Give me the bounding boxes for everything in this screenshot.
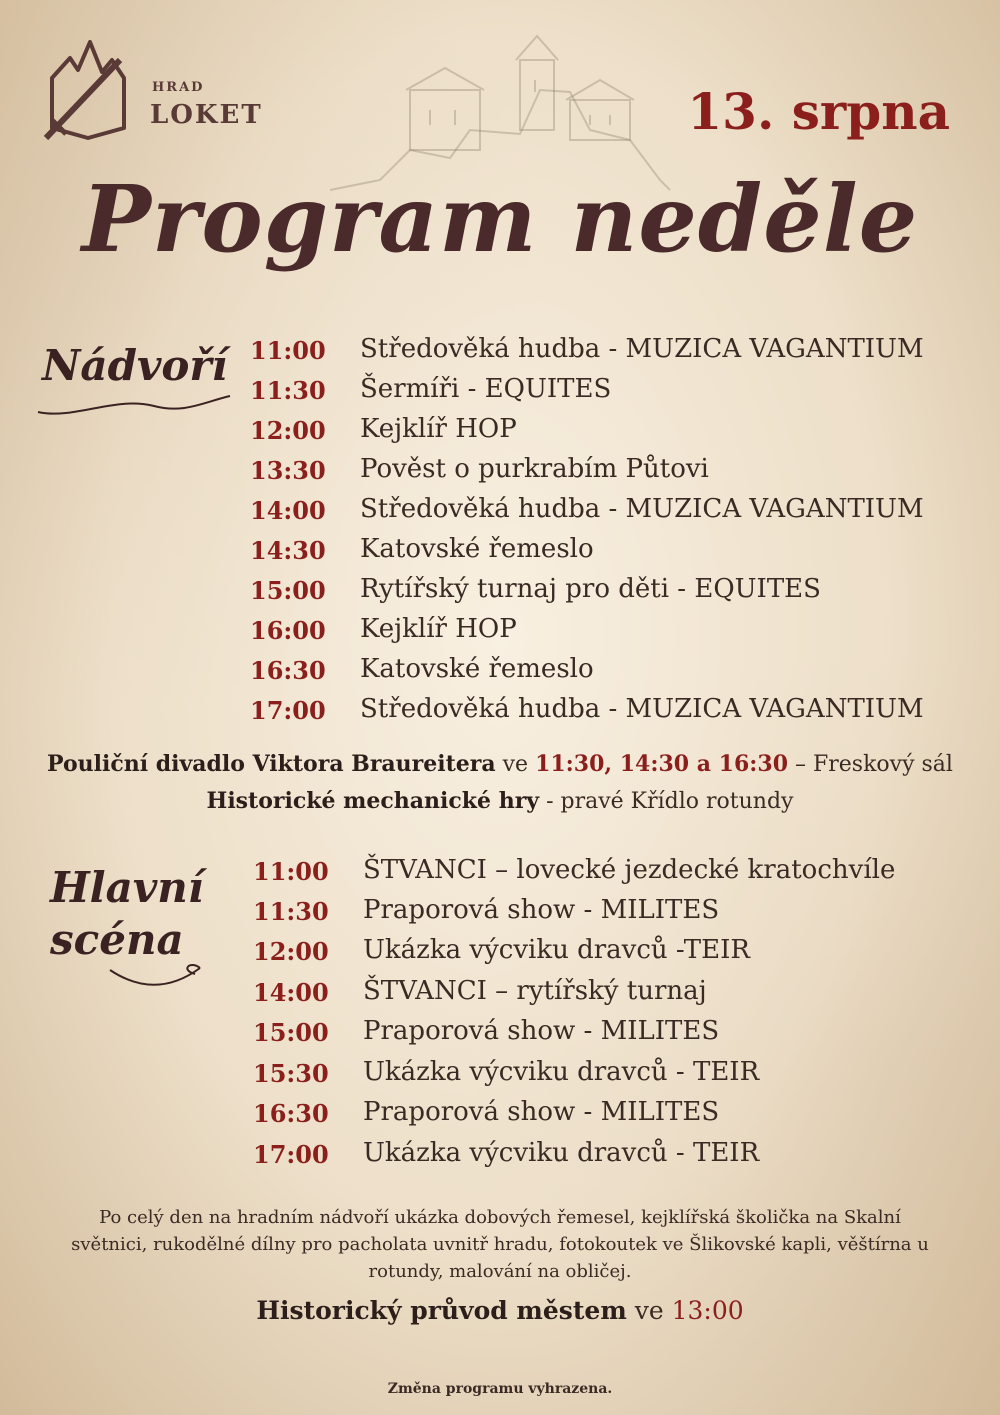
- schedule-event: Středověká hudba - MUZICA VAGANTIUM: [360, 694, 924, 724]
- schedule-hlavni-scena: [253, 857, 973, 1187]
- schedule-time: 15:00: [250, 576, 326, 605]
- schedule-time: 14:00: [250, 496, 326, 525]
- parade-line: [0, 1296, 1000, 1325]
- all-day-program-text: Po celý den na hradním nádvoří ukázka dobových řemesel, kejklířská školička na Skalní světnici, rukodělné dílny pro pacholata uvnitř hradu, fotokoutek ve Šlikovské kapli, věštírna u rotundy, malování na obličej.: [71, 1207, 929, 1282]
- section-label-line: Nádvoří: [42, 341, 228, 390]
- schedule-time: 16:30: [250, 656, 326, 685]
- schedule-event: Katovské řemeslo: [360, 654, 594, 684]
- games-line: [0, 788, 1000, 814]
- schedule-event: ŠTVANCI – lovecké jezdecké kratochvíle: [363, 855, 896, 885]
- schedule-time: 16:00: [250, 616, 326, 645]
- flourish-icon: [50, 960, 210, 996]
- schedule-time: 14:30: [250, 536, 326, 565]
- schedule-event: Šermíři - EQUITES: [360, 374, 612, 404]
- games-name: Historické mechanické hry: [206, 788, 540, 814]
- section-label-hlavni-scena: [50, 862, 204, 966]
- program-change-note: Změna programu vyhrazena.: [387, 1381, 613, 1397]
- schedule-time: 15:30: [253, 1059, 329, 1088]
- schedule-event: Ukázka výcviku dravců - TEIR: [363, 1057, 760, 1087]
- schedule-time: 12:00: [253, 937, 329, 966]
- schedule-time: 12:00: [250, 416, 326, 445]
- theater-place: – Freskový sál: [788, 752, 953, 777]
- games-place: - pravé Křídlo rotundy: [539, 789, 794, 814]
- schedule-time: 11:00: [250, 336, 326, 365]
- theater-name: Pouliční divadlo Viktora Braureitera: [47, 751, 496, 777]
- schedule-time: 17:00: [253, 1140, 329, 1169]
- theater-times: 11:30, 14:30 a 16:30: [535, 751, 789, 777]
- schedule-time: 13:30: [250, 456, 326, 485]
- logo-subtitle: HRAD: [152, 80, 205, 95]
- schedule-time: 11:30: [250, 376, 326, 405]
- schedule-event: Středověká hudba - MUZICA VAGANTIUM: [360, 494, 924, 524]
- theater-ve: ve: [495, 752, 536, 777]
- section-label-nadvori: [42, 340, 227, 392]
- flourish-icon: [34, 392, 234, 422]
- parade-label: Historický průvod městem: [256, 1296, 627, 1325]
- schedule-event: Katovské řemeslo: [360, 534, 594, 564]
- castle-sword-logo-icon: [40, 38, 136, 148]
- section-label-line: scéna: [50, 915, 184, 964]
- schedule-event: Kejklíř HOP: [360, 414, 517, 444]
- schedule-time: 11:00: [253, 857, 329, 886]
- logo-title: LOKET: [150, 100, 263, 130]
- parade-ve: ve: [626, 1296, 672, 1325]
- schedule-event: Praporová show - MILITES: [363, 895, 720, 925]
- schedule-time: 16:30: [253, 1099, 329, 1128]
- section-label-line: Hlavní: [50, 863, 204, 912]
- schedule-nadvori: [250, 336, 970, 736]
- schedule-event: Středověká hudba - MUZICA VAGANTIUM: [360, 334, 924, 364]
- schedule-event: Ukázka výcviku dravců -TEIR: [363, 935, 750, 965]
- schedule-time: 15:00: [253, 1018, 329, 1047]
- schedule-event: Pověst o purkrabím Půtovi: [360, 454, 709, 484]
- schedule-event: Kejklíř HOP: [360, 614, 517, 644]
- schedule-time: 11:30: [253, 897, 329, 926]
- schedule-event: Rytířský turnaj pro děti - EQUITES: [360, 574, 821, 604]
- parade-time: 13:00: [671, 1296, 744, 1325]
- theater-line: [0, 751, 1000, 777]
- schedule-event: Ukázka výcviku dravců - TEIR: [363, 1138, 760, 1168]
- schedule-event: Praporová show - MILITES: [363, 1016, 720, 1046]
- schedule-event: ŠTVANCI – rytířský turnaj: [363, 976, 707, 1006]
- page-title: Program neděle: [81, 165, 919, 273]
- event-date: 13. srpna: [687, 82, 950, 141]
- schedule-event: Praporová show - MILITES: [363, 1097, 720, 1127]
- schedule-time: 17:00: [250, 696, 326, 725]
- schedule-time: 14:00: [253, 978, 329, 1007]
